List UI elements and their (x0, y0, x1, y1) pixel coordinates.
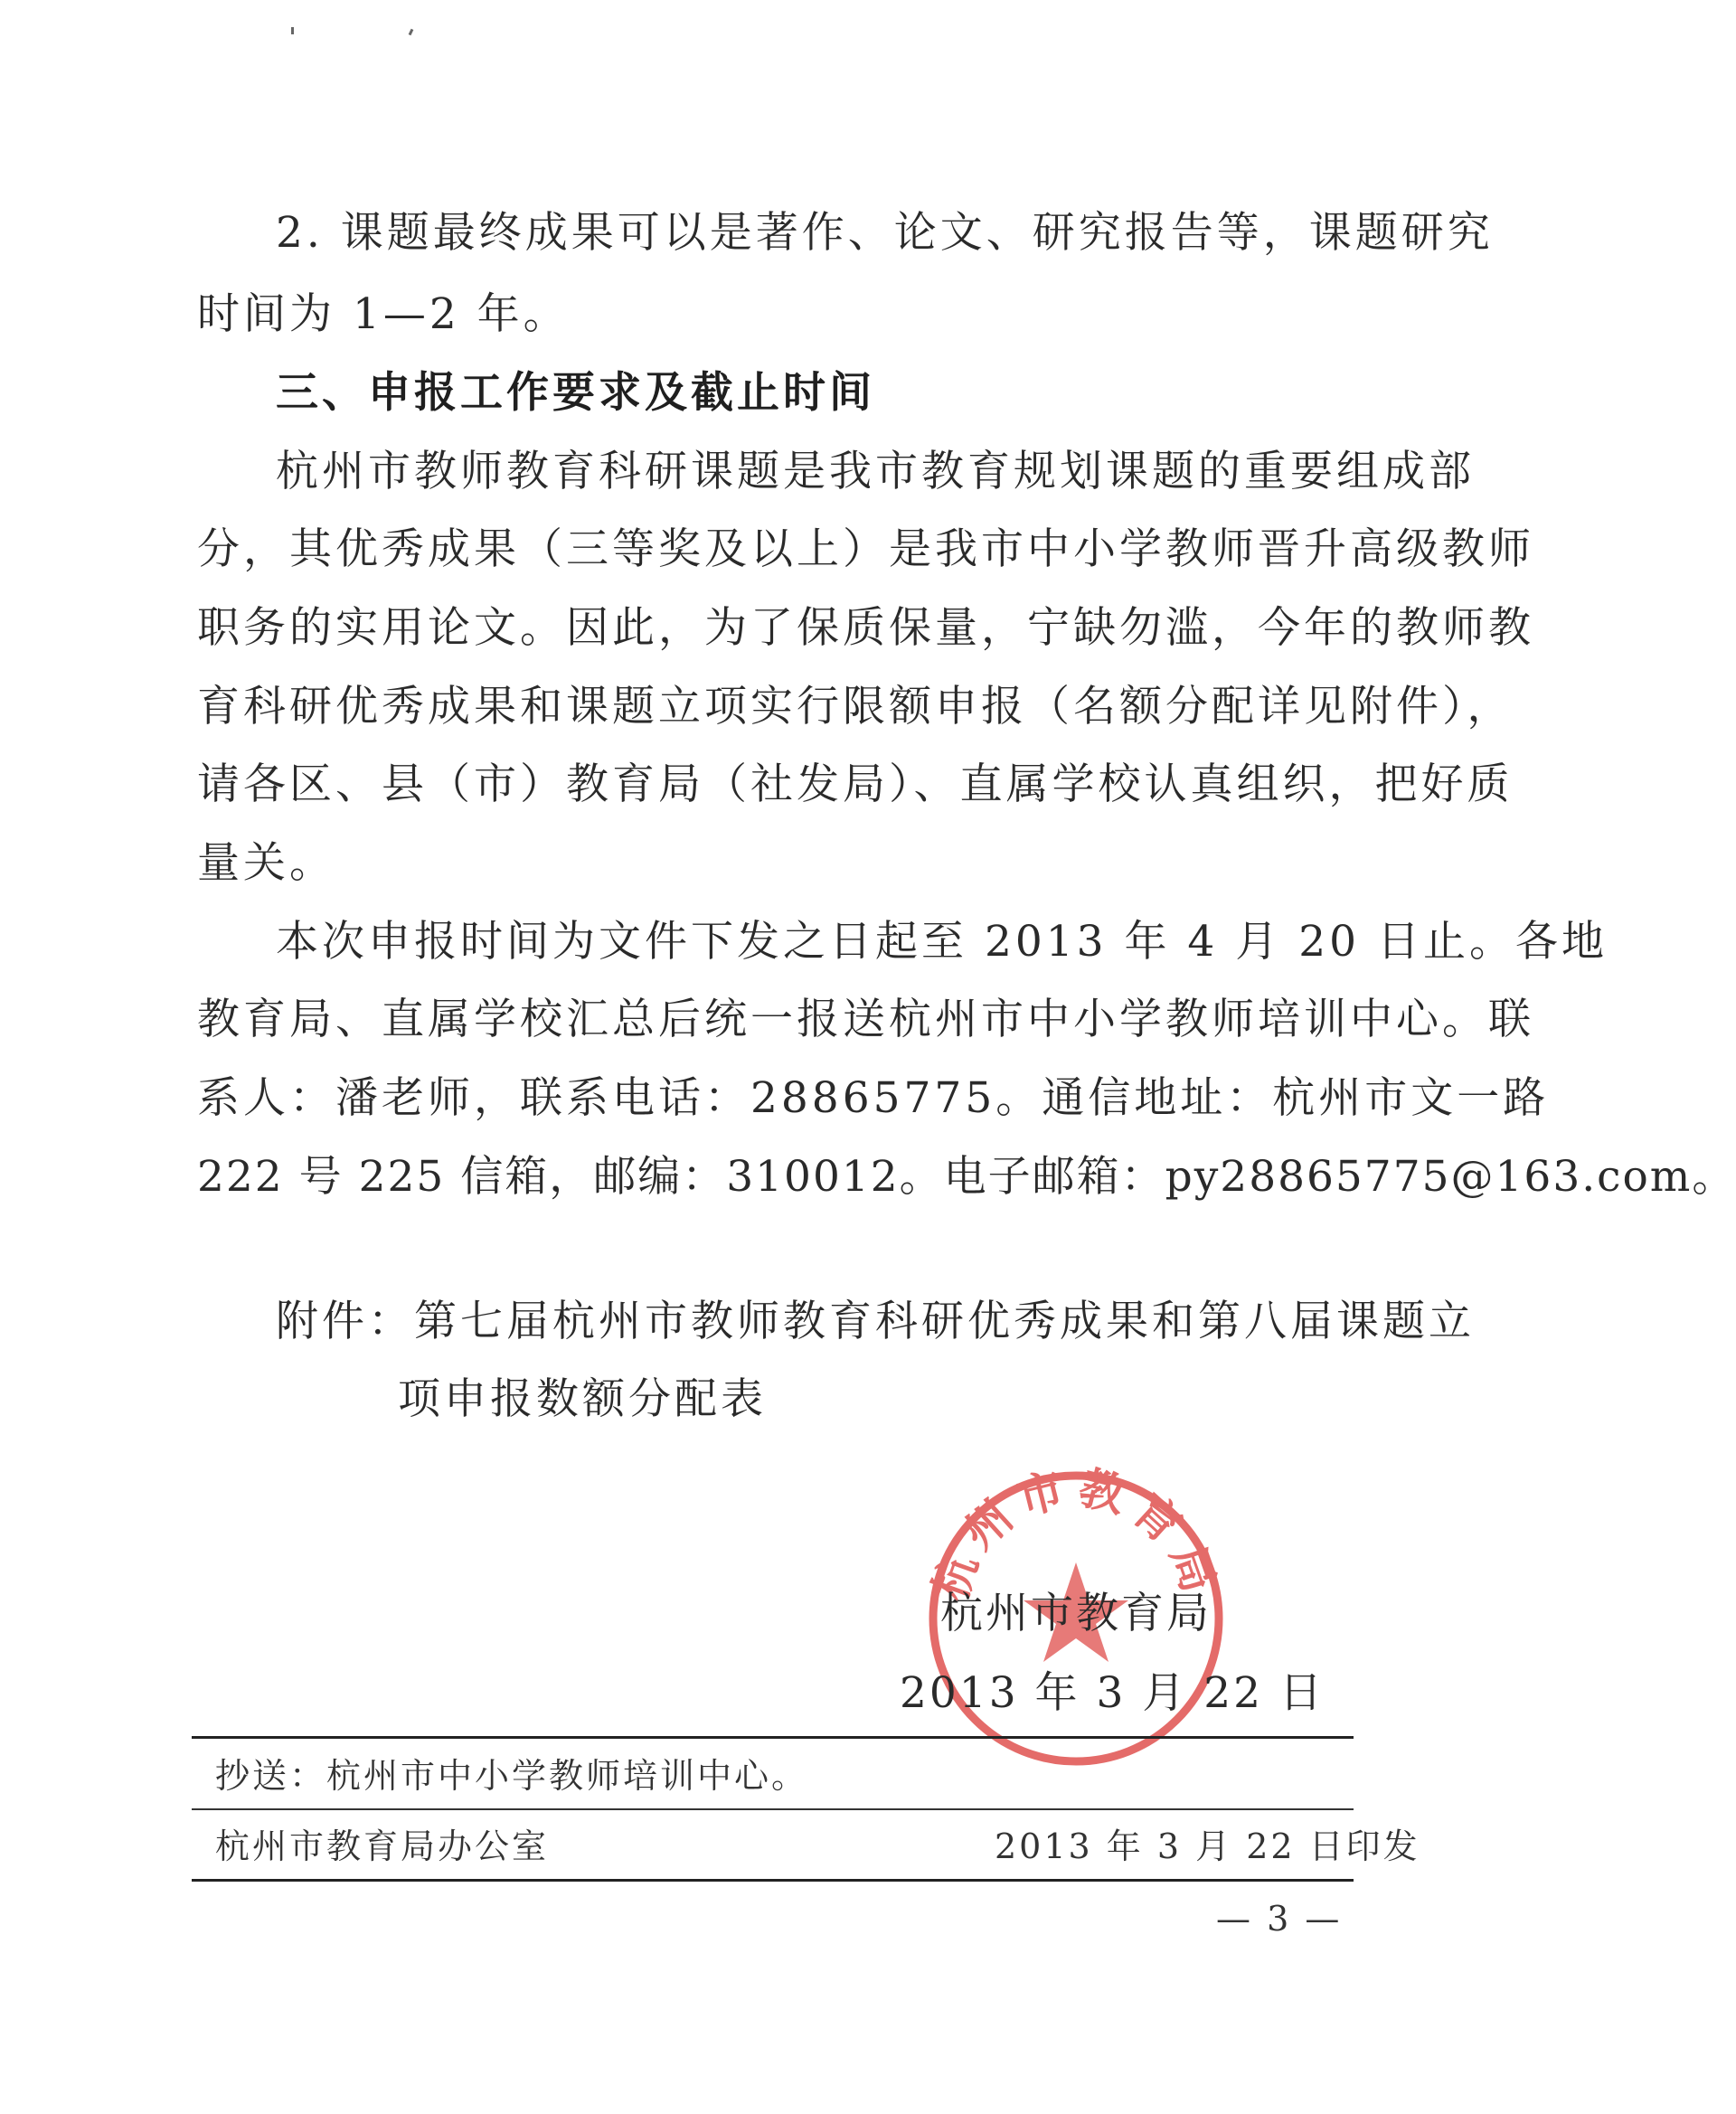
body-line-13: 222 号 225 信箱，邮编：310012。电子邮箱：py28865775@163.com。 (197, 1152, 1736, 1202)
divider-top (192, 1736, 1354, 1739)
scan-speck (409, 29, 414, 36)
attachment-line-1: 附件：第七届杭州市教师教育科研优秀成果和第八届课题立 (276, 1297, 1475, 1346)
signature-org: 杭州市教育局 (940, 1589, 1212, 1638)
divider-middle (192, 1808, 1354, 1810)
section-heading: 三、申报工作要求及截止时间 (276, 368, 875, 418)
attachment-line-2: 项申报数额分配表 (398, 1374, 767, 1424)
body-line-11: 教育局、直属学校汇总后统一报送杭州市中小学教师培训中心。联 (197, 995, 1534, 1044)
body-line-1: 2. 课题最终成果可以是著作、论文、研究报告等，课题研究 (276, 208, 1494, 258)
signature-date: 2013 年 3 月 22 日 (900, 1668, 1326, 1718)
body-line-6: 职务的实用论文。因此，为了保质保量，宁缺勿滥，今年的教师教 (197, 603, 1534, 653)
body-line-2: 时间为 1—2 年。 (197, 289, 570, 339)
cc-line: 抄送：杭州市中小学教师培训中心。 (215, 1756, 809, 1796)
issuer-office: 杭州市教育局办公室 (215, 1826, 550, 1866)
body-line-4: 杭州市教师教育科研课题是我市教育规划课题的重要组成部 (276, 447, 1475, 496)
body-line-5: 分，其优秀成果（三等奖及以上）是我市中小学教师晋升高级教师 (197, 524, 1534, 574)
page-number: — 3 — (1216, 1899, 1343, 1939)
body-line-7: 育科研优秀成果和课题立项实行限额申报（名额分配详见附件）， (197, 682, 1514, 731)
divider-bottom (192, 1879, 1354, 1882)
issue-date: 2013 年 3 月 22 日印发 (995, 1826, 1420, 1866)
body-line-9: 量关。 (197, 838, 335, 888)
seal-text: 杭州市教育局 (923, 1463, 1229, 1608)
body-line-8: 请各区、县（市）教育局（社发局）、直属学校认真组织，把好质 (197, 760, 1514, 809)
body-line-10: 本次申报时间为文件下发之日起至 2013 年 4 月 20 日止。各地 (276, 917, 1608, 967)
scan-speck (291, 27, 294, 34)
body-line-12: 系人：潘老师，联系电话：28865775。通信地址：杭州市文一路 (197, 1073, 1550, 1123)
